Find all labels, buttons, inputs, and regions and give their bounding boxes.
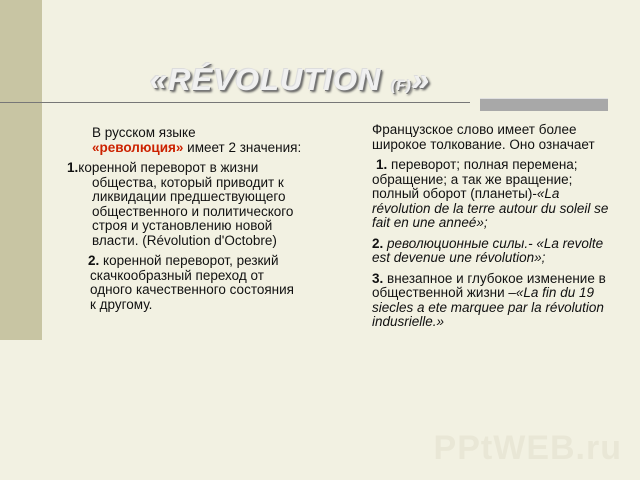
left-item-2-number: 2. bbox=[88, 253, 100, 268]
title-accent-bar bbox=[480, 98, 608, 111]
left-item-1-number: 1. bbox=[67, 160, 79, 175]
title-sub: (F) bbox=[391, 77, 412, 93]
right-item-3-example: «La fin du 19 siecles a ete marquee par la révolution indusrielle.» bbox=[372, 285, 604, 329]
right-item-1-example: «La révolution de la terre autour du soleil se fait en une anneé»; bbox=[372, 186, 609, 230]
left-intro bbox=[62, 126, 302, 155]
right-item-3-text: внезапное и глубокое изменение в общественной жизни – bbox=[372, 270, 606, 300]
right-intro bbox=[366, 123, 616, 152]
left-intro-post: имеет 2 значения: bbox=[187, 139, 302, 155]
right-item-3-number: 3. bbox=[372, 270, 384, 286]
title-divider-line bbox=[0, 102, 470, 103]
left-item-1-text: коренной переворот в жизни общества, который приводит к ликвидации предшествующего общественного и политического строя и установлению новой власти. (Révolution d'Octobre) bbox=[78, 160, 294, 248]
right-item-2-text: революционные силы.- «La revolte est devenue une révolution»; bbox=[372, 235, 604, 265]
left-item-2-text: коренной переворот, резкий скачкообразный переход от одного качественного состояния к другому. bbox=[90, 253, 294, 312]
right-item-1 bbox=[366, 158, 616, 231]
left-item-2 bbox=[62, 254, 302, 312]
watermark-logo: PPtWEB.ru bbox=[433, 429, 622, 467]
right-item-1-text: переворот; полная перемена; обращение; а так же вращение; полный оборот (планеты)- bbox=[372, 157, 578, 201]
left-intro-word: «революция» bbox=[92, 139, 184, 155]
right-intro-text: Французское слово имеет более широкое толкование. Оно означает bbox=[372, 122, 595, 152]
left-intro-pre: В русском языке bbox=[92, 125, 196, 140]
right-item-2-number: 2. bbox=[372, 235, 384, 251]
right-item-1-number: 1. bbox=[376, 157, 388, 172]
right-item-3 bbox=[366, 272, 616, 330]
left-item-1 bbox=[62, 161, 302, 248]
right-column bbox=[366, 123, 616, 330]
title-main: «RÉVOLUTION bbox=[150, 62, 382, 97]
title-end: » bbox=[411, 62, 431, 97]
left-column bbox=[62, 126, 302, 312]
right-item-2 bbox=[366, 237, 616, 266]
decorative-sidebar bbox=[0, 0, 42, 340]
slide-title bbox=[150, 62, 430, 98]
